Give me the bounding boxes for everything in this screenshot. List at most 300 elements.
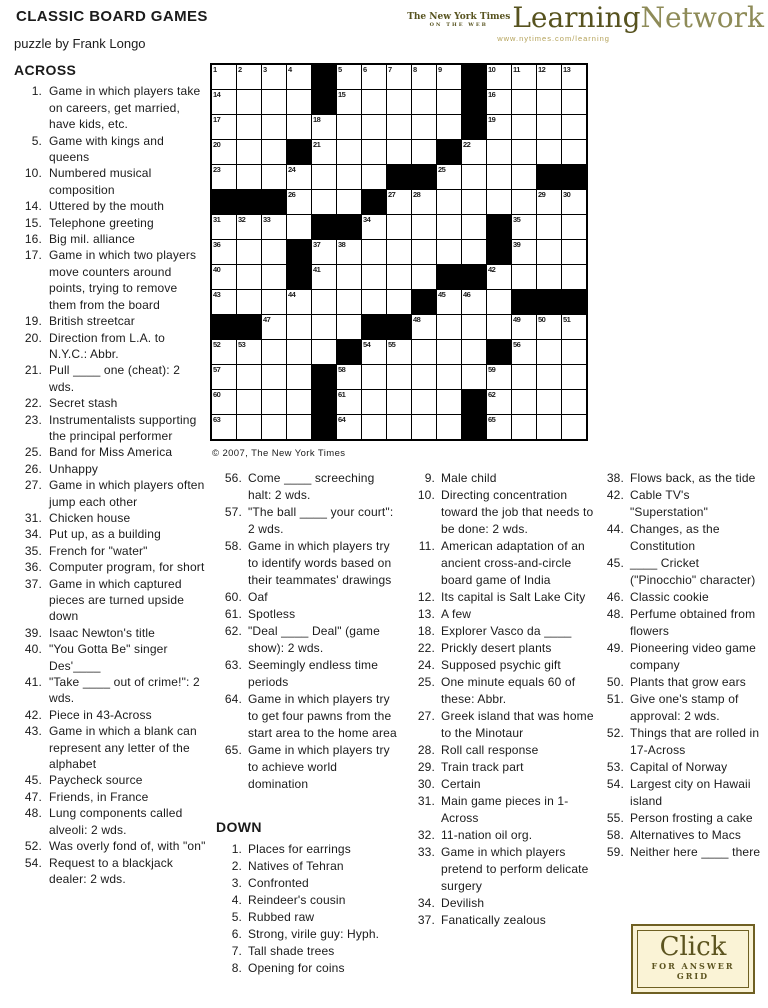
clue-text: Perfume obtained from flowers [630, 607, 756, 638]
clue-number: 28. [417, 743, 435, 757]
clue-text: Unhappy [49, 461, 99, 476]
grid-cell-number: 56 [513, 340, 521, 349]
grid-cell [262, 390, 286, 414]
clue-text: Greek island that was home to the Minotaur [441, 709, 594, 740]
clue-number: 45. [606, 556, 624, 570]
across-clue-27 [14, 477, 206, 510]
grid-cell-number: 14 [213, 90, 221, 99]
grid-cell [362, 140, 386, 164]
grid-cell [412, 65, 436, 89]
grid-cell-number: 30 [563, 190, 571, 199]
grid-cell [212, 265, 236, 289]
grid-cell [487, 415, 511, 439]
down-clue-9 [409, 470, 595, 487]
grid-cell [437, 215, 461, 239]
grid-cell [287, 115, 311, 139]
grid-cell [462, 240, 486, 264]
logo-url-link[interactable]: www.nytimes.com/learning [497, 34, 610, 43]
grid-cell-number: 22 [463, 140, 471, 149]
clue-number: 46. [606, 590, 624, 604]
across-clue-25 [14, 444, 206, 460]
down-clue-25 [409, 674, 595, 708]
grid-cell [487, 265, 511, 289]
clue-text: Piece in 43-Across [49, 707, 152, 722]
grid-cell-black [562, 165, 586, 189]
clue-text: Cable TV's "Superstation" [630, 488, 708, 519]
across-clue-61 [216, 606, 400, 623]
grid-cell-black [312, 415, 336, 439]
grid-cell [537, 215, 561, 239]
clue-number: 10. [417, 488, 435, 502]
grid-cell [312, 265, 336, 289]
grid-cell-number: 57 [213, 365, 221, 374]
grid-cell [287, 340, 311, 364]
clue-text: "Take ____ out of crime!": 2 wds. [49, 675, 200, 706]
down-header: DOWN [216, 819, 262, 835]
clue-text: Band for Miss America [49, 445, 173, 460]
clue-number: 8. [231, 961, 242, 975]
grid-cell-number: 24 [288, 165, 296, 174]
grid-cell [287, 415, 311, 439]
grid-cell [487, 90, 511, 114]
grid-cell [337, 415, 361, 439]
down-clue-11 [409, 538, 595, 589]
clue-text: Telephone greeting [49, 215, 154, 230]
down-clue-2 [216, 858, 400, 875]
clue-text: Game in which two players move counters around points, trying to remove them from the board [49, 248, 197, 312]
clue-text: Devilish [441, 896, 485, 910]
grid-cell [387, 340, 411, 364]
grid-cell-black [462, 90, 486, 114]
grid-cell [262, 240, 286, 264]
grid-cell-black [312, 65, 336, 89]
grid-cell-black [287, 240, 311, 264]
answer-grid-button-inner [637, 930, 749, 988]
grid-cell [537, 190, 561, 214]
grid-cell [412, 240, 436, 264]
grid-cell [287, 215, 311, 239]
grid-cell-number: 1 [213, 65, 217, 74]
grid-cell [237, 265, 261, 289]
across-clue-47 [14, 789, 206, 805]
grid-cell [462, 215, 486, 239]
grid-cell [412, 115, 436, 139]
grid-cell [212, 290, 236, 314]
clue-number: 58. [224, 539, 242, 553]
grid-cell-number: 64 [338, 415, 346, 424]
nyt-learning-network-logo[interactable] [407, 1, 764, 43]
down-clue-52 [598, 725, 768, 759]
clue-text: Strong, virile guy: Hyph. [248, 927, 380, 941]
grid-cell [412, 315, 436, 339]
grid-cell [487, 65, 511, 89]
grid-cell [462, 190, 486, 214]
down-clue-54 [598, 776, 768, 810]
grid-cell [537, 115, 561, 139]
grid-cell-number: 11 [513, 65, 520, 74]
down-clue-18 [409, 623, 595, 640]
grid-cell [262, 90, 286, 114]
grid-cell [237, 90, 261, 114]
clue-number: 10. [24, 166, 42, 181]
grid-cell [537, 65, 561, 89]
clue-number: 43. [24, 724, 42, 739]
clue-text: Things that are rolled in 17-Across [630, 726, 760, 757]
grid-cell [262, 165, 286, 189]
grid-cell-number: 19 [488, 115, 496, 124]
clue-text: Pull ____ one (cheat): 2 wds. [49, 363, 181, 394]
grid-cell-number: 25 [438, 165, 446, 174]
down-clue-38 [598, 470, 768, 487]
grid-cell [412, 140, 436, 164]
clue-number: 31. [24, 510, 42, 525]
clue-number: 24. [417, 658, 435, 672]
clue-number: 5. [231, 910, 242, 924]
clue-text: Game in which players often jump each other [49, 478, 205, 509]
grid-cell [387, 290, 411, 314]
grid-cell-number: 40 [213, 265, 221, 274]
grid-cell-number: 55 [388, 340, 396, 349]
down-clue-34 [409, 895, 595, 912]
clue-text: A few [441, 607, 472, 621]
grid-cell [462, 340, 486, 364]
grid-cell-number: 27 [388, 190, 396, 199]
across-clue-19 [14, 313, 206, 329]
grid-cell [362, 365, 386, 389]
clue-number: 19. [24, 314, 42, 329]
clue-text: "Deal ____ Deal" (game show): 2 wds. [248, 624, 380, 655]
grid-cell [437, 365, 461, 389]
clue-number: 41. [24, 675, 42, 690]
grid-cell-number: 13 [563, 65, 571, 74]
grid-cell [537, 265, 561, 289]
grid-cell [512, 190, 536, 214]
across-clue-35 [14, 543, 206, 559]
down-clue-list-2 [409, 470, 595, 929]
grid-cell [562, 315, 586, 339]
across-clue-60 [216, 589, 400, 606]
clue-text: Game in which a blank can represent any letter of the alphabet [49, 724, 197, 772]
grid-cell [512, 365, 536, 389]
across-clue-39 [14, 625, 206, 641]
grid-cell [512, 115, 536, 139]
grid-cell [262, 340, 286, 364]
grid-cell [312, 190, 336, 214]
clue-number: 13. [417, 607, 435, 621]
grid-cell-black [387, 165, 411, 189]
grid-cell-number: 63 [213, 415, 221, 424]
grid-cell [512, 65, 536, 89]
grid-cell [462, 290, 486, 314]
grid-cell [412, 415, 436, 439]
clue-number: 45. [24, 773, 42, 788]
grid-cell [237, 340, 261, 364]
grid-cell [212, 365, 236, 389]
grid-cell [362, 265, 386, 289]
grid-cell-black [462, 115, 486, 139]
grid-cell-number: 32 [238, 215, 246, 224]
across-clue-15 [14, 215, 206, 231]
clue-text: British streetcar [49, 314, 135, 329]
across-clue-20 [14, 330, 206, 363]
grid-cell [287, 290, 311, 314]
clue-text: Alternatives to Macs [630, 828, 742, 842]
grid-cell [362, 65, 386, 89]
grid-cell-number: 4 [288, 65, 292, 74]
grid-cell [462, 365, 486, 389]
page-title: CLASSIC BOARD GAMES [16, 8, 208, 25]
grid-cell [437, 240, 461, 264]
clue-text: Plants that grow ears [630, 675, 746, 689]
clue-number: 4. [231, 893, 242, 907]
clue-text: Come ____ screeching halt: 2 wds. [248, 471, 375, 502]
clue-text: Lung components called alveoli: 2 wds. [49, 806, 183, 837]
clue-number: 64. [224, 692, 242, 706]
grid-cell [362, 165, 386, 189]
down-clue-46 [598, 589, 768, 606]
grid-cell [512, 415, 536, 439]
grid-cell-black [462, 265, 486, 289]
clue-text: Rubbed raw [248, 910, 315, 924]
grid-cell [437, 290, 461, 314]
clue-number: 34. [24, 527, 42, 542]
grid-cell [387, 140, 411, 164]
answer-grid-button[interactable] [631, 924, 755, 994]
clue-text: Person frosting a cake [630, 811, 753, 825]
grid-cell [387, 390, 411, 414]
copyright-notice: © 2007, The New York Times [212, 448, 346, 459]
clue-number: 38. [606, 471, 624, 485]
grid-cell [537, 315, 561, 339]
across-clue-list-1 [14, 83, 206, 887]
clue-text: Natives of Tehran [248, 859, 344, 873]
clue-number: 37. [417, 913, 435, 927]
across-clue-26 [14, 461, 206, 477]
clue-number: 29. [417, 760, 435, 774]
clue-text: Game in which players try to achieve world domination [248, 743, 390, 791]
clue-text: Chicken house [49, 510, 131, 525]
clue-text: "You Gotta Be" singer Des'____ [49, 642, 168, 673]
grid-cell [412, 340, 436, 364]
grid-cell [537, 340, 561, 364]
across-clue-17 [14, 247, 206, 313]
grid-cell [562, 215, 586, 239]
grid-cell-black [237, 190, 261, 214]
grid-cell-number: 38 [338, 240, 346, 249]
grid-cell [262, 215, 286, 239]
grid-cell-black [337, 215, 361, 239]
clue-text: Game in which players try to get four pawns from the start area to the home area [248, 692, 397, 740]
down-clue-59 [598, 844, 768, 861]
clue-text: Male child [441, 471, 497, 485]
grid-cell [262, 290, 286, 314]
grid-cell [312, 290, 336, 314]
clue-text: 11-nation oil org. [441, 828, 533, 842]
clue-text: Game in which captured pieces are turned upside down [49, 576, 185, 624]
grid-cell-number: 9 [438, 65, 442, 74]
across-clue-63 [216, 657, 400, 691]
grid-cell-black [337, 340, 361, 364]
clue-text: Reindeer's cousin [248, 893, 346, 907]
across-clue-64 [216, 691, 400, 742]
grid-cell [287, 315, 311, 339]
clue-text: Put up, as a building [49, 527, 161, 542]
down-clue-44 [598, 521, 768, 555]
clue-text: Pioneering video game company [630, 641, 756, 672]
grid-cell-number: 26 [288, 190, 296, 199]
clue-number: 53. [606, 760, 624, 774]
grid-cell-number: 46 [463, 290, 471, 299]
grid-cell-number: 34 [363, 215, 371, 224]
grid-cell-black [362, 315, 386, 339]
grid-cell [487, 140, 511, 164]
grid-cell-number: 23 [213, 165, 221, 174]
grid-cell [387, 65, 411, 89]
grid-cell [237, 65, 261, 89]
clue-text: One minute equals 60 of these: Abbr. [441, 675, 576, 706]
grid-cell-black [537, 165, 561, 189]
grid-cell [337, 265, 361, 289]
grid-cell-number: 49 [513, 315, 521, 324]
clue-text: Neither here ____ there [630, 845, 761, 859]
clue-number: 59. [606, 845, 624, 859]
down-clue-7 [216, 943, 400, 960]
grid-cell [387, 90, 411, 114]
across-clue-10 [14, 165, 206, 198]
clue-number: 32. [417, 828, 435, 842]
grid-cell [562, 115, 586, 139]
clue-text: Game in which players try to identify words based on their teammates' drawings [248, 539, 392, 587]
across-header: ACROSS [14, 62, 77, 78]
clues-column-3 [409, 470, 595, 929]
clue-number: 30. [417, 777, 435, 791]
down-clue-42 [598, 487, 768, 521]
grid-cell [237, 240, 261, 264]
grid-cell [212, 140, 236, 164]
grid-cell [337, 290, 361, 314]
grid-cell [387, 415, 411, 439]
grid-cell [337, 190, 361, 214]
grid-cell [437, 190, 461, 214]
clue-number: 60. [224, 590, 242, 604]
grid-cell-number: 29 [538, 190, 546, 199]
clue-number: 25. [24, 445, 42, 460]
grid-cell-number: 48 [413, 315, 421, 324]
grid-cell [487, 390, 511, 414]
grid-cell-number: 36 [213, 240, 221, 249]
answer-button-grid-label: GRID [676, 971, 710, 981]
grid-cell [462, 165, 486, 189]
down-clue-8 [216, 960, 400, 977]
clue-text: Train track part [441, 760, 524, 774]
clue-number: 57. [224, 505, 242, 519]
grid-cell-black [412, 290, 436, 314]
grid-cell [237, 165, 261, 189]
grid-cell [212, 340, 236, 364]
clue-text: Computer program, for short [49, 560, 205, 575]
across-clues-column [14, 62, 206, 887]
grid-cell [487, 165, 511, 189]
grid-cell [212, 115, 236, 139]
grid-cell [487, 190, 511, 214]
grid-cell-black [212, 315, 236, 339]
clue-number: 36. [24, 560, 42, 575]
grid-cell [337, 140, 361, 164]
down-clue-27 [409, 708, 595, 742]
clue-text: "The ball ____ your court": 2 wds. [248, 505, 394, 536]
grid-cell-number: 35 [513, 215, 521, 224]
grid-cell [462, 140, 486, 164]
down-clue-28 [409, 742, 595, 759]
answer-button-for-answer-label: FOR ANSWER [651, 961, 735, 971]
nyt-masthead [407, 12, 510, 28]
grid-cell [562, 140, 586, 164]
grid-cell [362, 290, 386, 314]
grid-cell [487, 315, 511, 339]
grid-cell [337, 365, 361, 389]
grid-cell-number: 21 [313, 140, 321, 149]
grid-cell-number: 18 [313, 115, 321, 124]
clue-number: 1. [31, 84, 42, 99]
across-clue-58 [216, 538, 400, 589]
grid-cell-number: 20 [213, 140, 221, 149]
grid-cell [437, 90, 461, 114]
clue-text: Flows back, as the tide [630, 471, 756, 485]
grid-cell-number: 7 [388, 65, 392, 74]
clue-number: 62. [224, 624, 242, 638]
clue-text: Direction from L.A. to N.Y.C.: Abbr. [49, 330, 166, 361]
clue-text: Classic cookie [630, 590, 709, 604]
across-clue-62 [216, 623, 400, 657]
grid-cell [337, 240, 361, 264]
down-clue-list-3 [598, 470, 768, 861]
grid-cell-number: 50 [538, 315, 546, 324]
clue-text: Largest city on Hawaii island [630, 777, 751, 808]
grid-cell [537, 90, 561, 114]
grid-cell [287, 190, 311, 214]
grid-cell-number: 60 [213, 390, 221, 399]
grid-cell [212, 90, 236, 114]
crossword-grid [210, 63, 588, 441]
across-clue-65 [216, 742, 400, 793]
clue-number: 27. [417, 709, 435, 723]
clue-number: 22. [417, 641, 435, 655]
across-clue-14 [14, 198, 206, 214]
down-clue-58 [598, 827, 768, 844]
grid-cell-black [562, 290, 586, 314]
clue-text: Main game pieces in 1-Across [441, 794, 569, 825]
clue-number: 50. [606, 675, 624, 689]
grid-cell [262, 415, 286, 439]
grid-cell-number: 5 [338, 65, 342, 74]
grid-cell [437, 340, 461, 364]
down-clue-22 [409, 640, 595, 657]
grid-cell [512, 390, 536, 414]
grid-cell [262, 115, 286, 139]
grid-cell-number: 28 [413, 190, 421, 199]
clue-text: French for "water" [49, 543, 148, 558]
clue-number: 23. [24, 412, 42, 427]
grid-cell [362, 340, 386, 364]
grid-cell [287, 390, 311, 414]
grid-cell [437, 415, 461, 439]
across-clue-34 [14, 526, 206, 542]
grid-cell [487, 290, 511, 314]
grid-cell [387, 115, 411, 139]
clue-number: 63. [224, 658, 242, 672]
grid-cell [262, 65, 286, 89]
across-clue-1 [14, 83, 206, 132]
